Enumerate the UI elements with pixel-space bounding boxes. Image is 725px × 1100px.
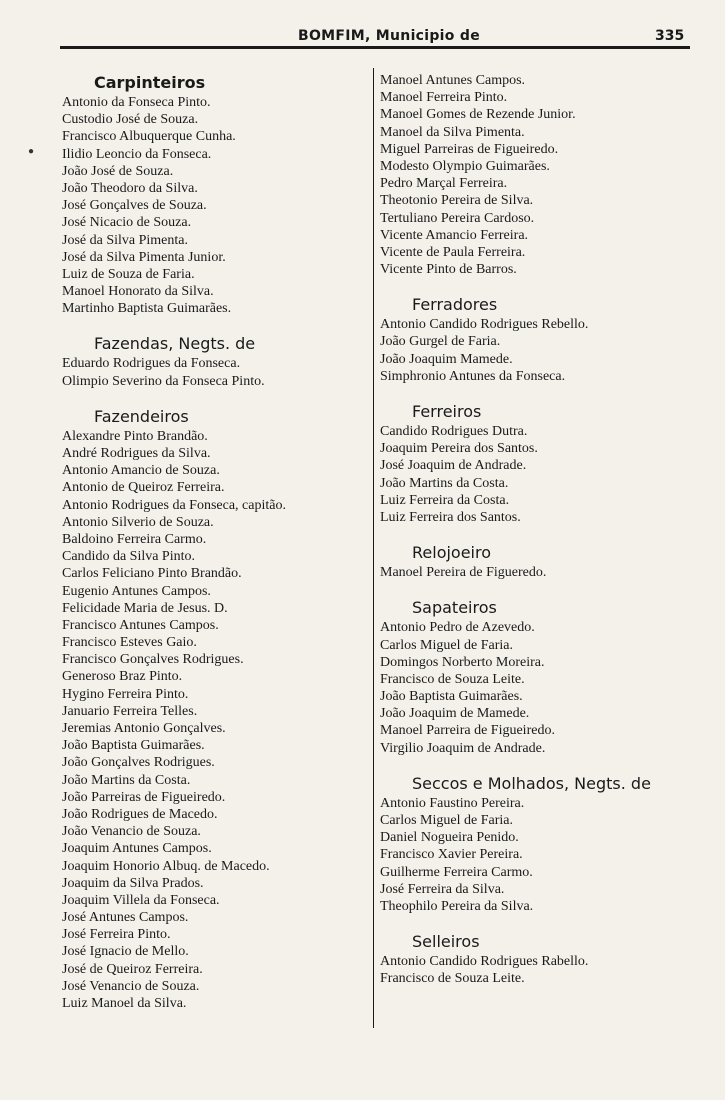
directory-entry: Francisco Xavier Pereira. — [380, 847, 523, 863]
directory-entry: Manoel Antunes Campos. — [380, 73, 526, 88]
directory-entry: José Ferreira da Silva. — [380, 881, 505, 897]
directory-entry: Manoel Pereira de Figueredo. — [380, 565, 547, 581]
directory-entry: José Antunes Campos. — [62, 910, 189, 926]
directory-entry: José Ignacio de Mello. — [62, 944, 189, 960]
directory-entry: Pedro Marçal Ferreira. — [380, 176, 508, 192]
directory-entry: Carlos Feliciano Pinto Brandão. — [62, 566, 242, 582]
directory-entry: José Gonçalves de Souza. — [62, 198, 207, 214]
directory-entry: João Martins da Costa. — [62, 772, 191, 788]
directory-entry: Joaquim Honorio Albuq. de Macedo. — [62, 858, 270, 874]
directory-entry: Eugenio Antunes Campos. — [62, 583, 211, 599]
directory-entry: Theotonio Pereira de Silva. — [380, 193, 534, 209]
directory-entry: Ilidio Leoncio da Fonseca. — [62, 146, 212, 162]
bullet-mark: ● — [28, 146, 35, 157]
directory-entry: João Joaquim de Mamede. — [380, 706, 530, 722]
directory-entry: Antonio da Fonseca Pinto. — [62, 95, 211, 110]
directory-entry: José Nicacio de Souza. — [62, 215, 192, 231]
directory-entry: Antonio Rodrigues da Fonseca, capitão. — [62, 497, 286, 513]
directory-entry: Tertuliano Pereira Cardoso. — [380, 210, 535, 226]
column-divider — [373, 68, 374, 1028]
directory-entry: Francisco Albuquerque Cunha. — [62, 129, 236, 145]
left-column — [62, 72, 372, 1012]
running-title: BOMFIM, Municipio de — [298, 28, 480, 44]
directory-entry: Alexandre Pinto Brandão. — [62, 428, 208, 444]
directory-entry: Vicente de Paula Ferreira. — [380, 244, 526, 260]
directory-entry: Custodio José de Souza. — [62, 112, 199, 128]
directory-entry: João Gonçalves Rodrigues. — [62, 755, 215, 771]
page-number: 335 — [655, 28, 685, 44]
directory-entry: José da Silva Pimenta Junior. — [62, 249, 226, 265]
directory-entry: Felicidade Maria de Jesus. D. — [62, 600, 228, 616]
directory-entry: Candido Rodrigues Dutra. — [380, 424, 528, 439]
section-heading-sapateiros: Sapateiros — [412, 598, 497, 618]
directory-entry: Joaquim Pereira dos Santos. — [380, 441, 538, 457]
directory-entry: Carlos Miguel de Faria. — [380, 813, 513, 828]
section-heading-ferreiros: Ferreiros — [412, 402, 482, 421]
directory-entry: Luiz Ferreira dos Santos. — [380, 509, 521, 525]
directory-entry: Francisco de Souza Leite. — [380, 671, 525, 687]
directory-entry: João José de Souza. — [62, 163, 174, 179]
directory-entry: Antonio Pedro de Azevedo. — [380, 620, 535, 636]
section-heading-selleiros: Selleiros — [412, 932, 480, 952]
directory-entry: Domingos Norberto Moreira. — [380, 654, 545, 670]
directory-entry: Manoel Parreira de Figueiredo. — [380, 723, 555, 739]
directory-entry: José de Queiroz Ferreira. — [62, 961, 203, 977]
directory-entry: José da Silva Pimenta. — [62, 232, 188, 248]
directory-entry: Francisco Esteves Gaio. — [62, 635, 197, 651]
section-heading-fazendeiros: Fazendeiros — [94, 406, 189, 426]
directory-entry: Luiz de Souza de Faria. — [62, 266, 195, 282]
directory-entry: Antonio de Queiroz Ferreira. — [62, 480, 225, 496]
directory-entry: Vicente Amancio Ferreira. — [380, 227, 529, 243]
directory-entry: Simphronio Antunes da Fonseca. — [380, 368, 566, 384]
directory-entry: Daniel Nogueira Penido. — [380, 830, 519, 846]
directory-entry: Joaquim Villela da Fonseca. — [62, 892, 220, 908]
directory-entry: Manoel da Silva Pimenta. — [380, 124, 525, 140]
directory-entry: Antonio Faustino Pereira. — [380, 795, 525, 811]
directory-entry: Manoel Gomes de Rezende Junior. — [380, 107, 576, 123]
directory-entry: João Joaquim Mamede. — [380, 351, 513, 367]
directory-entry: Joaquim Antunes Campos. — [62, 841, 212, 857]
page-header — [0, 22, 725, 46]
directory-entry: Manoel Ferreira Pinto. — [380, 90, 508, 106]
directory-entry: Eduardo Rodrigues da Fonseca. — [62, 356, 241, 372]
directory-entry: Manoel Honorato da Silva. — [62, 284, 214, 300]
section-heading-carpinteiros: Carpinteiros — [94, 73, 206, 92]
directory-entry: Hygino Ferreira Pinto. — [62, 686, 189, 702]
right-column — [380, 72, 700, 988]
directory-entry: João Baptista Guimarães. — [380, 689, 523, 705]
directory-entry: Generoso Braz Pinto. — [62, 669, 183, 685]
directory-entry: Miguel Parreiras de Figueiredo. — [380, 141, 559, 157]
directory-entry: Virgilio Joaquim de Andrade. — [380, 740, 546, 756]
section-heading-seccos-e-molhados-negts-de: Seccos e Molhados, Negts. de — [412, 773, 651, 793]
directory-entry: José Joaquim de Andrade. — [380, 458, 527, 474]
directory-entry: Januario Ferreira Telles. — [62, 703, 198, 719]
directory-entry: João Parreiras de Figueiredo. — [62, 789, 226, 805]
directory-entry: Joaquim da Silva Prados. — [62, 875, 204, 891]
directory-entry: Francisco de Souza Leite. — [380, 971, 525, 987]
directory-entry: Antonio Candido Rodrigues Rabello. — [380, 954, 589, 970]
directory-entry: José Ferreira Pinto. — [62, 927, 171, 943]
header-rule — [60, 46, 690, 49]
directory-entry: Modesto Olympio Guimarães. — [380, 158, 550, 174]
directory-entry: Antonio Candido Rodrigues Rebello. — [380, 317, 589, 333]
directory-entry: Antonio Amancio de Souza. — [62, 463, 220, 479]
directory-entry: Jeremias Antonio Gonçalves. — [62, 721, 226, 736]
directory-entry: José Venancio de Souza. — [62, 978, 200, 994]
directory-entry: Olimpio Severino da Fonseca Pinto. — [62, 373, 265, 389]
directory-entry: Candido da Silva Pinto. — [62, 549, 195, 565]
directory-entry: Guilherme Ferreira Carmo. — [380, 864, 533, 880]
section-heading-ferradores: Ferradores — [412, 295, 498, 315]
directory-entry: Francisco Gonçalves Rodrigues. — [62, 652, 244, 668]
directory-entry: Francisco Antunes Campos. — [62, 617, 219, 633]
directory-entry: João Baptista Guimarães. — [62, 738, 205, 754]
directory-entry: João Theodoro da Silva. — [62, 180, 198, 196]
directory-entry: João Venancio de Souza. — [62, 824, 201, 840]
directory-entry: Luiz Manoel da Silva. — [62, 996, 187, 1011]
directory-entry: Luiz Ferreira da Costa. — [380, 492, 510, 508]
directory-entry: Theophilo Pereira da Silva. — [380, 898, 534, 914]
directory-entry: André Rodrigues da Silva. — [62, 446, 211, 461]
directory-entry: Carlos Miguel de Faria. — [380, 637, 513, 653]
directory-entry: Martinho Baptista Guimarães. — [62, 301, 232, 317]
directory-entry: João Martins da Costa. — [380, 475, 509, 491]
directory-entry: João Rodrigues de Macedo. — [62, 806, 218, 822]
section-heading-fazendas-negts-de: Fazendas, Negts. de — [94, 334, 256, 354]
directory-entry: Vicente Pinto de Barros. — [380, 262, 517, 278]
directory-entry: Baldoino Ferreira Carmo. — [62, 531, 207, 547]
directory-entry: João Gurgel de Faria. — [380, 334, 501, 350]
directory-entry: Antonio Silverio de Souza. — [62, 514, 214, 530]
section-heading-relojoeiro: Relojoeiro — [412, 543, 492, 563]
